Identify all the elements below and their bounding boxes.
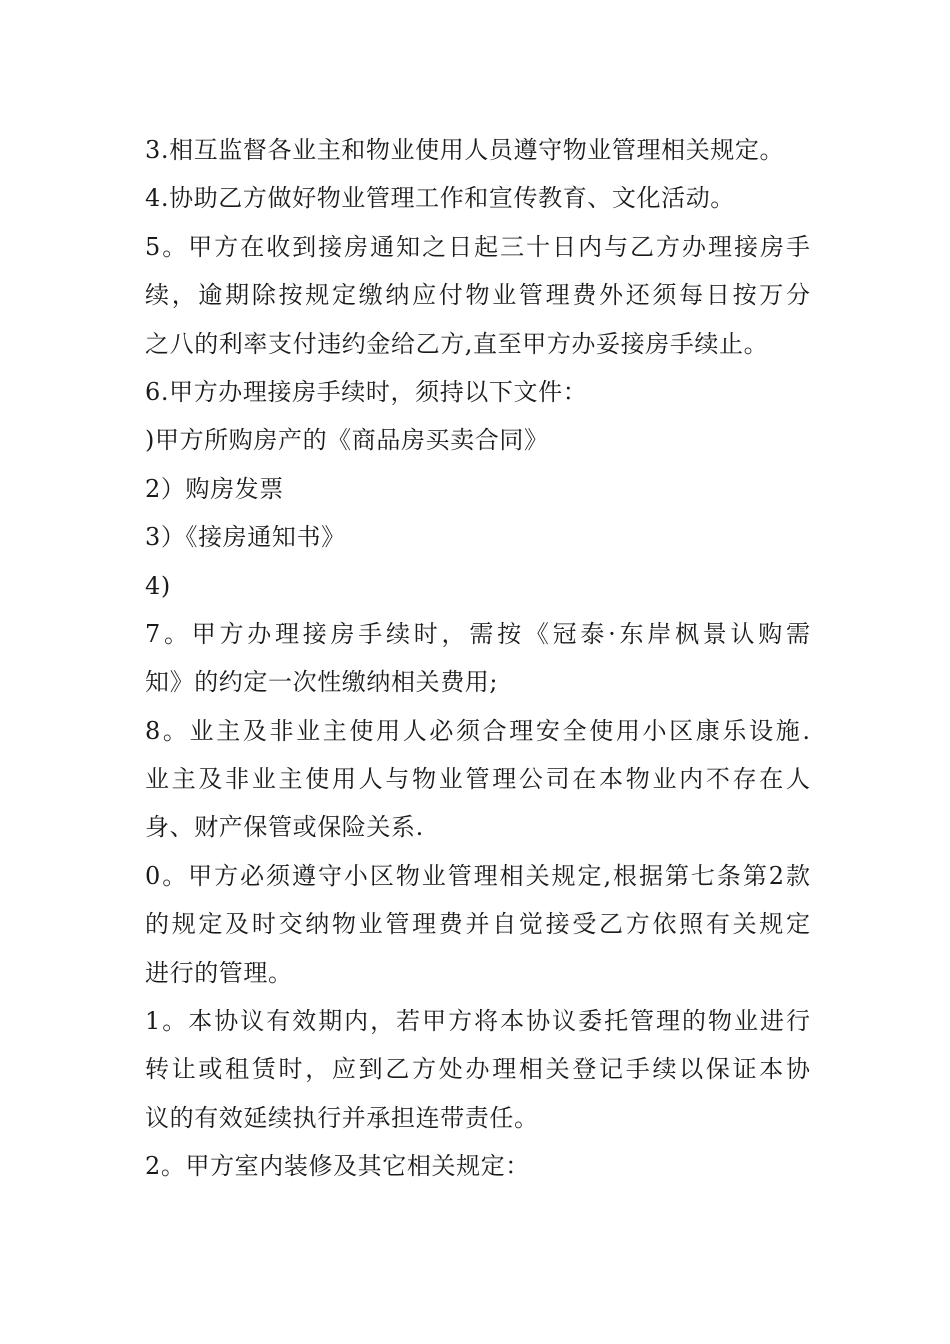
text-line: 2。甲方室内装修及其它相关规定：: [145, 1152, 530, 1181]
text-line: 3）《接房通知书》: [145, 523, 346, 552]
text-line: 的规定及时交纳物业管理费并自觉接受乙方依照有关规定: [145, 910, 810, 939]
text-line: 议的有效延续执行并承担连带责任。: [145, 1103, 539, 1132]
text-line: 进行的管理。: [145, 958, 293, 987]
text-line: 之八的利率支付违约金给乙方,直至甲方办妥接房手续止。: [145, 329, 769, 358]
text-line: 7。甲方办理接房手续时，需按《冠泰·东岸枫景认购需: [145, 619, 810, 648]
text-line: )甲方所购房产的《商品房买卖合同》: [145, 426, 549, 455]
text-line: 5。甲方在收到接房通知之日起三十日内与乙方办理接房手: [145, 232, 810, 261]
text-line: 6.甲方办理接房手续时，须持以下文件：: [145, 377, 588, 406]
text-line: 转让或租赁时，应到乙方处办理相关登记手续以保证本协: [145, 1055, 810, 1084]
text-line: 业主及非业主使用人与物业管理公司在本物业内不存在人: [145, 765, 810, 794]
text-line: 4): [145, 571, 171, 600]
text-line: 身、财产保管或保险关系.: [145, 813, 424, 842]
text-line: 3.相互监督各业主和物业使用人员遵守物业管理相关规定。: [145, 136, 785, 164]
text-line: 知》的约定一次性缴纳相关费用;: [145, 668, 499, 697]
text-line: 续，逾期除按规定缴纳应付物业管理费外还须每日按万分: [145, 281, 810, 310]
text-line: 2）购房发票: [145, 474, 284, 503]
document-page: [145, 126, 810, 1191]
text-line: 1。本协议有效期内，若甲方将本协议委托管理的物业进行: [145, 1007, 810, 1036]
text-line: 8。业主及非业主使用人必须合理安全使用小区康乐设施.: [145, 716, 810, 745]
text-line: 0。甲方必须遵守小区物业管理相关规定,根据第七条第2款: [145, 861, 810, 890]
text-line: 4.协助乙方做好物业管理工作和宣传教育、文化活动。: [145, 184, 735, 213]
